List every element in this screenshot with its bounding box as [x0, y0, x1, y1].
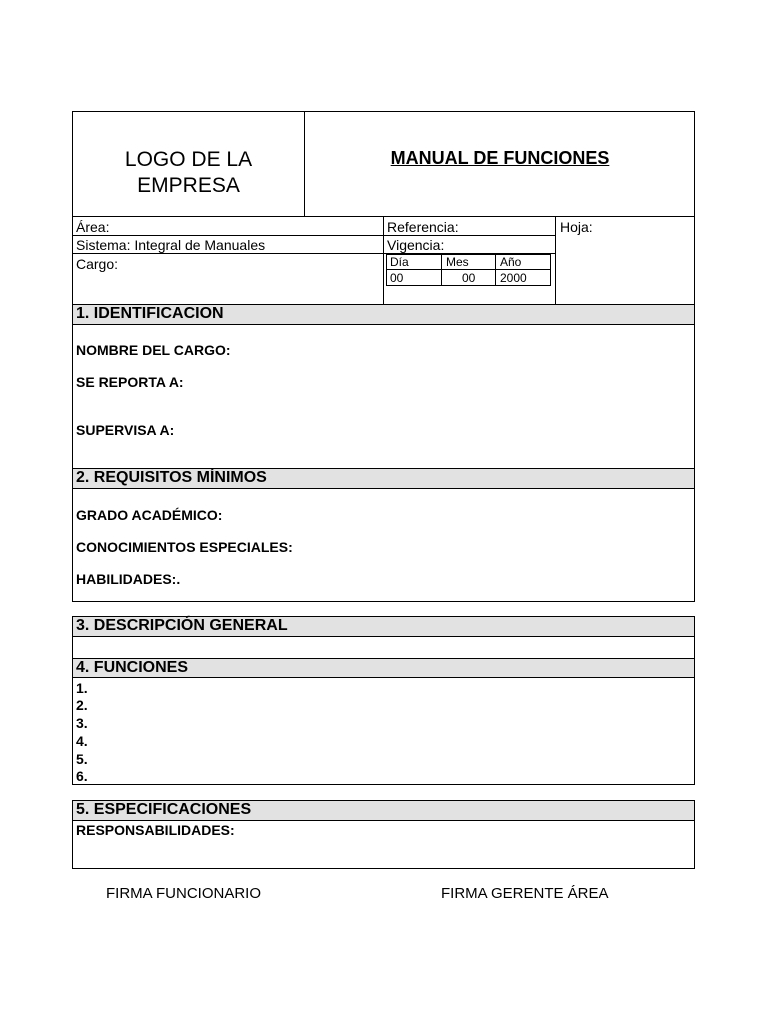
funcion-item-4: 4.	[76, 733, 88, 749]
hoja-label: Hoja:	[560, 219, 593, 235]
section-requisitos-title: 2. REQUISITOS MÍNIMOS	[72, 468, 695, 489]
section-especificaciones-title: 5. ESPECIFICACIONES	[72, 800, 695, 821]
logo-line-2: EMPRESA	[137, 174, 240, 197]
habilidades-label: HABILIDADES:.	[76, 571, 181, 587]
logo-line-1: LOGO DE LA	[124, 148, 253, 171]
funcion-item-5: 5.	[76, 751, 88, 767]
cargo-label: Cargo:	[76, 256, 119, 272]
date-table-row-line	[386, 269, 551, 270]
grado-academico-label: GRADO ACADÉMICO:	[76, 507, 223, 523]
dia-value: 00	[390, 271, 404, 285]
mes-header: Mes	[446, 255, 469, 269]
info-divider-right	[555, 216, 556, 304]
funcion-item-3: 3.	[76, 715, 88, 731]
section-funciones-title: 4. FUNCIONES	[72, 658, 695, 678]
vigencia-label: Vigencia:	[387, 237, 445, 253]
sistema-label: Sistema: Integral de Manuales	[76, 237, 266, 253]
funcion-item-1: 1.	[76, 680, 88, 696]
ano-header: Año	[500, 255, 522, 269]
se-reporta-label: SE REPORTA A:	[76, 374, 184, 390]
company-logo-placeholder	[73, 147, 304, 199]
area-label: Área:	[76, 219, 110, 235]
info-divider-left	[383, 216, 384, 304]
nombre-cargo-label: NOMBRE DEL CARGO:	[76, 342, 231, 358]
document-title: MANUAL DE FUNCIONES	[390, 148, 610, 168]
section-identificacion	[72, 304, 695, 489]
supervisa-label: SUPERVISA A:	[76, 422, 175, 438]
date-table-col-1	[441, 254, 442, 286]
mes-value: 00	[462, 271, 476, 285]
section-identificacion-title: 1. IDENTIFICACION	[72, 304, 695, 325]
dia-header: Día	[390, 255, 409, 269]
ano-value: 2000	[500, 271, 527, 285]
responsabilidades-label: RESPONSABILIDADES:	[76, 822, 235, 838]
referencia-label: Referencia:	[387, 219, 459, 235]
funcion-item-6: 6.	[76, 768, 88, 784]
funcion-item-2: 2.	[76, 697, 88, 713]
section-descripcion-title: 3. DESCRIPCIÓN GENERAL	[72, 616, 695, 637]
conocimientos-label: CONOCIMIENTOS ESPECIALES:	[76, 539, 293, 555]
firma-funcionario-label: FIRMA FUNCIONARIO	[106, 885, 262, 902]
date-table-col-2	[495, 254, 496, 286]
info-row-line-1	[72, 235, 556, 236]
firma-gerente-label: FIRMA GERENTE ÁREA	[441, 885, 609, 902]
